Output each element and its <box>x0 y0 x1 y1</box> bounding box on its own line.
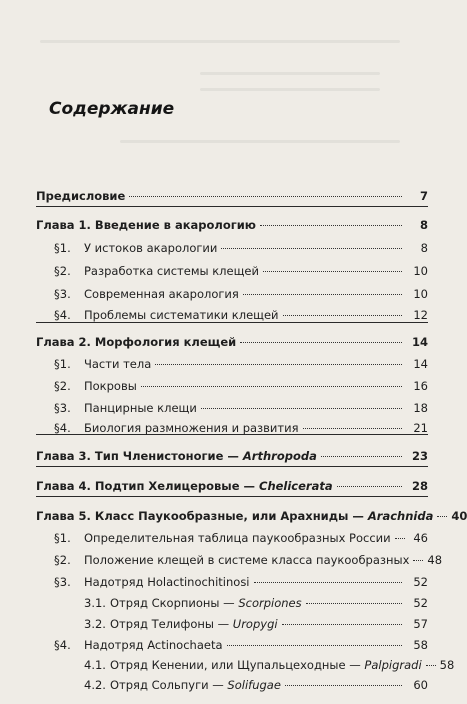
divider-after-preface <box>36 206 428 207</box>
toc-section-entry <box>54 307 428 323</box>
toc-page-number: 10 <box>413 264 428 278</box>
toc-page-number: 14 <box>411 335 428 349</box>
toc-entry-title <box>36 217 256 233</box>
toc-entry-title <box>54 552 409 568</box>
toc-entry-label: Надотряд Holactinochitinosi <box>84 575 250 589</box>
toc-leader-dots <box>395 538 405 539</box>
toc-entry-title <box>84 677 281 693</box>
toc-section-entry <box>54 263 428 279</box>
toc-entry-label: Надотряд Actinochaeta <box>84 638 223 652</box>
toc-page-number: 52 <box>413 596 428 610</box>
toc-entry-label: Глава 5. Класс Паукообразные, или Арахниды — <box>36 509 368 523</box>
toc-page-number: 52 <box>413 575 428 589</box>
toc-entry-label: Глава 2. Морфология клещей <box>36 335 237 349</box>
toc-entry-title <box>36 448 317 464</box>
toc-entry-latin-name: Arachnida <box>367 509 434 523</box>
toc-page-number: 7 <box>419 189 428 203</box>
toc-entry-number: §4. <box>54 308 71 322</box>
toc-entry-number: 3.2. <box>84 617 106 631</box>
toc-entry-label: Разработка системы клещей <box>84 264 259 278</box>
toc-entry-latin-name: Solifugae <box>227 678 281 692</box>
toc-leader-dots <box>201 408 402 409</box>
toc-chapter-entry <box>36 478 428 494</box>
toc-entry-latin-name: Chelicerata <box>259 479 333 493</box>
toc-entry-label: У истоков акарологии <box>84 241 218 255</box>
toc-section-entry <box>54 420 428 436</box>
toc-entry-number: §4. <box>54 638 71 652</box>
toc-entry-title <box>54 307 279 323</box>
toc-entry-label: Глава 3. Тип Членистоногие — <box>36 449 243 463</box>
toc-page-number: 58 <box>413 638 428 652</box>
toc-page-number: 23 <box>411 449 428 463</box>
toc-entry-number: 3.1. <box>84 596 106 610</box>
toc-entry-label: Проблемы систематики клещей <box>84 308 279 322</box>
toc-page-number: 10 <box>413 287 428 301</box>
toc-section-entry <box>84 616 428 632</box>
toc-leader-dots <box>306 603 402 604</box>
toc-entry-title <box>84 657 422 673</box>
toc-entry-label: Отряд Скорпионы — <box>110 596 239 610</box>
divider-after-chapter-3 <box>36 466 428 467</box>
toc-leader-dots <box>254 582 402 583</box>
toc-entry-title <box>54 400 197 416</box>
toc-page-number: 60 <box>413 678 428 692</box>
toc-leader-dots <box>321 456 402 457</box>
toc-leader-dots <box>129 196 402 197</box>
toc-page-number: 57 <box>413 617 428 631</box>
toc-page-number: 40 <box>451 509 467 523</box>
toc-chapter-entry <box>36 508 467 524</box>
toc-leader-dots <box>282 624 402 625</box>
toc-entry-number: §1. <box>54 241 71 255</box>
toc-section-entry <box>84 657 455 673</box>
toc-chapter-entry <box>36 217 428 233</box>
toc-page-number: 16 <box>413 379 428 393</box>
toc-chapter-entry <box>36 334 428 350</box>
toc-entry-number: §3. <box>54 401 71 415</box>
toc-entry-number: §3. <box>54 575 71 589</box>
toc-page-number: 46 <box>413 531 428 545</box>
toc-entry-label: Биология размножения и развития <box>84 421 299 435</box>
toc-entry-latin-name: Palpigradi <box>364 658 422 672</box>
toc-page-number: 28 <box>411 479 428 493</box>
toc-section-entry <box>54 240 428 256</box>
toc-page-number: 8 <box>419 218 428 232</box>
divider-after-chapter-4 <box>36 496 428 497</box>
toc-leader-dots <box>155 364 402 365</box>
toc-entry-title <box>84 595 302 611</box>
toc-section-entry <box>54 356 428 372</box>
toc-leader-dots <box>413 560 423 561</box>
toc-entry-title <box>54 637 223 653</box>
toc-entry-number: §2. <box>54 553 71 567</box>
toc-section-entry <box>54 400 428 416</box>
toc-entry-title <box>36 188 125 204</box>
toc-entry-number: 4.1. <box>84 658 106 672</box>
toc-entry-number: §2. <box>54 379 71 393</box>
toc-leader-dots <box>260 225 402 226</box>
toc-page-number: 12 <box>413 308 428 322</box>
toc-chapter-entry <box>36 448 428 464</box>
toc-leader-dots <box>263 271 402 272</box>
toc-entry-label: Глава 1. Введение в акарологию <box>36 218 256 232</box>
toc-entry-number: §1. <box>54 531 71 545</box>
toc-entry-title <box>36 334 236 350</box>
toc-entry-title <box>84 616 278 632</box>
toc-entry-label: Глава 4. Подтип Хелицеровые — <box>36 479 259 493</box>
toc-entry-latin-name: Arthropoda <box>242 449 317 463</box>
toc-entry-title <box>54 574 250 590</box>
toc-leader-dots <box>227 645 402 646</box>
toc-section-entry <box>84 677 428 693</box>
toc-entry-label: Отряд Сольпуги — <box>110 678 228 692</box>
toc-entry-label: Отряд Кенении, или Щупальцеходные — <box>110 658 365 672</box>
toc-entry-number: §2. <box>54 264 71 278</box>
toc-section-entry <box>54 637 428 653</box>
toc-leader-dots <box>285 685 402 686</box>
toc-entry-label: Современная акарология <box>84 287 239 301</box>
toc-entry-number: §3. <box>54 287 71 301</box>
toc-entry-number: 4.2. <box>84 678 106 692</box>
toc-chapter-entry <box>36 188 428 204</box>
toc-page-number: 58 <box>439 658 455 672</box>
toc-leader-dots <box>437 516 447 517</box>
toc-page-number: 14 <box>413 357 428 371</box>
toc-entry-latin-name: Uropygi <box>232 617 278 631</box>
toc-entry-label: Определительная таблица паукообразных России <box>84 531 391 545</box>
toc-leader-dots <box>243 294 402 295</box>
toc-page-number: 8 <box>420 241 428 255</box>
toc-entry-number: §4. <box>54 421 71 435</box>
toc-leader-dots <box>240 342 402 343</box>
toc-section-entry <box>54 574 428 590</box>
toc-entry-title <box>36 478 333 494</box>
toc-entry-title <box>54 240 217 256</box>
toc-page-number: 18 <box>413 401 428 415</box>
toc-entry-number: §1. <box>54 357 71 371</box>
toc-entry-title <box>54 420 299 436</box>
toc-page-number: 21 <box>413 421 428 435</box>
toc-entry-title <box>36 508 433 524</box>
toc-entry-title <box>54 286 239 302</box>
toc-entry-title <box>54 263 259 279</box>
toc-entry-label: Положение клещей в системе класса паукообразных <box>84 553 410 567</box>
toc-entry-label: Покровы <box>84 379 137 393</box>
page-title: Содержание <box>49 99 175 119</box>
toc-leader-dots <box>337 486 402 487</box>
toc-entry-label: Предисловие <box>36 189 126 203</box>
toc-entry-title <box>54 356 151 372</box>
toc-section-entry <box>54 378 428 394</box>
toc-section-entry <box>84 595 428 611</box>
toc-leader-dots <box>283 315 402 316</box>
toc-entry-title <box>54 378 137 394</box>
toc-entry-label: Отряд Телифоны — <box>110 617 233 631</box>
toc-leader-dots <box>141 386 402 387</box>
toc-page-number: 48 <box>427 553 443 567</box>
toc-leader-dots <box>221 248 402 249</box>
toc-entry-label: Панцирные клещи <box>84 401 197 415</box>
toc-leader-dots <box>303 428 402 429</box>
toc-entry-label: Части тела <box>84 357 152 371</box>
toc-section-entry <box>54 530 428 546</box>
toc-leader-dots <box>426 665 436 666</box>
toc-entry-latin-name: Scorpiones <box>238 596 302 610</box>
toc-entry-title <box>54 530 391 546</box>
toc-section-entry <box>54 286 428 302</box>
toc-section-entry <box>54 552 443 568</box>
